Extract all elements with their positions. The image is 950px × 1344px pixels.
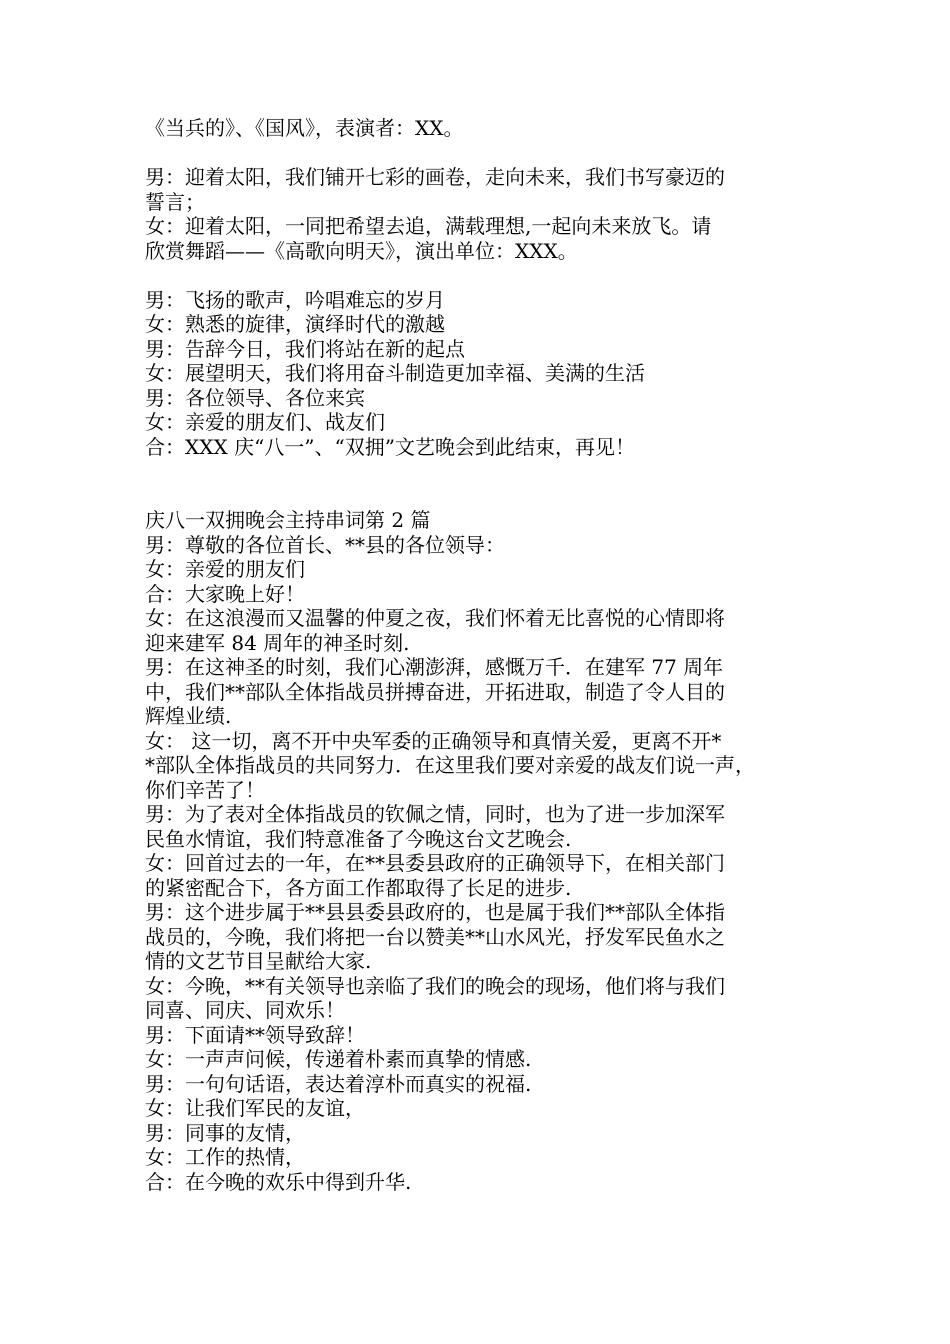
paragraph-line: 欣赏舞蹈——《高歌向明天》，演出单位：XXX。: [145, 238, 578, 263]
paragraph-line: 女：让我们军民的友谊，: [145, 1096, 365, 1120]
paragraph-line: 迎来建军 84 周年的神圣时刻.: [145, 630, 410, 655]
paragraph-line: 女：在这浪漫而又温馨的仲夏之夜，我们怀着无比喜悦的心情即将: [145, 606, 725, 630]
paragraph-line: 战员的，今晚，我们将把一台以赞美**山水风光，抒发军民鱼水之: [145, 924, 725, 949]
section-spacer: [145, 459, 820, 508]
paragraph-line: 男：同事的友情，: [145, 1120, 305, 1145]
paragraph-line: 男：迎着太阳，我们铺开七彩的画卷，走向未来，我们书写豪迈的: [145, 165, 725, 189]
paragraph-line: 誓言；: [145, 189, 205, 214]
blank-line: [145, 263, 820, 288]
paragraph-line: 男：这个进步属于**县县委县政府的，也是属于我们**部队全体指: [145, 900, 725, 924]
paragraph-line: 民鱼水情谊，我们特意准备了今晚这台文艺晚会.: [145, 826, 572, 851]
paragraph-line: 男：尊敬的各位首长、**县的各位领导：: [145, 532, 505, 557]
paragraph-line: 女：一声声问候，传递着朴素而真挚的情感.: [145, 1047, 532, 1071]
paragraph-line: 的紧密配合下，各方面工作都取得了长足的进步.: [145, 875, 572, 900]
paragraph-line: 辉煌业绩.: [145, 704, 232, 728]
paragraph-line: 男：为了表对全体指战员的钦佩之情，同时，也为了进一步加深军: [145, 802, 725, 826]
paragraph-line: 男：在这神圣的时刻，我们心潮澎湃，感慨万千．在建军 77 周年: [145, 655, 724, 679]
paragraph-line: 你们辛苦了！: [145, 777, 265, 802]
paragraph-line: 女：展望明天，我们将用奋斗制造更加幸福、美满的生活: [145, 361, 645, 385]
paragraph-line: 同喜、同庆、同欢乐！: [145, 998, 345, 1022]
paragraph-line: 女：亲爱的朋友们: [145, 557, 305, 581]
paragraph-line: *部队全体指战员的共同努力．在这里我们要对亲爱的战友们说一声，: [145, 753, 755, 777]
paragraph-line: 合：在今晚的欢乐中得到升华.: [145, 1169, 412, 1194]
paragraph-line: 女：迎着太阳，一同把希望去追，满载理想,一起向未来放飞。请: [145, 214, 712, 238]
paragraph-line: 女： 这一切，离不开中央军委的正确领导和真情关爱，更离不开*: [145, 728, 722, 753]
section-1: [145, 116, 820, 459]
paragraph-line: 女：工作的热情，: [145, 1145, 305, 1169]
paragraph-line: 中，我们**部队全体指战员拼搏奋进，开拓进取，制造了令人目的: [145, 679, 725, 704]
paragraph-line: 男：各位领导、各位来宾: [145, 385, 365, 410]
paragraph-line: 男：一句句话语，表达着淳朴而真实的祝福.: [145, 1071, 532, 1096]
blank-line: [145, 141, 820, 166]
paragraph-line: 情的文艺节目呈献给大家.: [145, 949, 372, 973]
paragraph-line: 男：告辞今日，我们将站在新的起点: [145, 336, 465, 361]
document-page: [145, 116, 820, 1194]
paragraph-line: 《当兵的》、《国风》，表演者：XX。: [145, 116, 464, 140]
paragraph-line: 合：XXX 庆“八一”、“双拥”文艺晚会到此结束，再见！: [145, 434, 635, 459]
paragraph-line: 男：下面请**领导致辞！: [145, 1022, 365, 1047]
paragraph-line: 女：亲爱的朋友们、战友们: [145, 410, 385, 434]
paragraph-line: 男：飞扬的歌声，吟唱难忘的岁月: [145, 287, 445, 312]
paragraph-line: 女：今晚，**有关领导也亲临了我们的晚会的现场，他们将与我们: [145, 973, 725, 998]
section-2: [145, 508, 820, 1194]
paragraph-line: 女：熟悉的旋律，演绎时代的激越: [145, 312, 445, 336]
section-heading: 庆八一双拥晚会主持串词第 2 篇: [145, 508, 431, 532]
paragraph-line: 合：大家晚上好！: [145, 581, 305, 606]
paragraph-line: 女：回首过去的一年，在**县委县政府的正确领导下，在相关部门: [145, 851, 725, 875]
